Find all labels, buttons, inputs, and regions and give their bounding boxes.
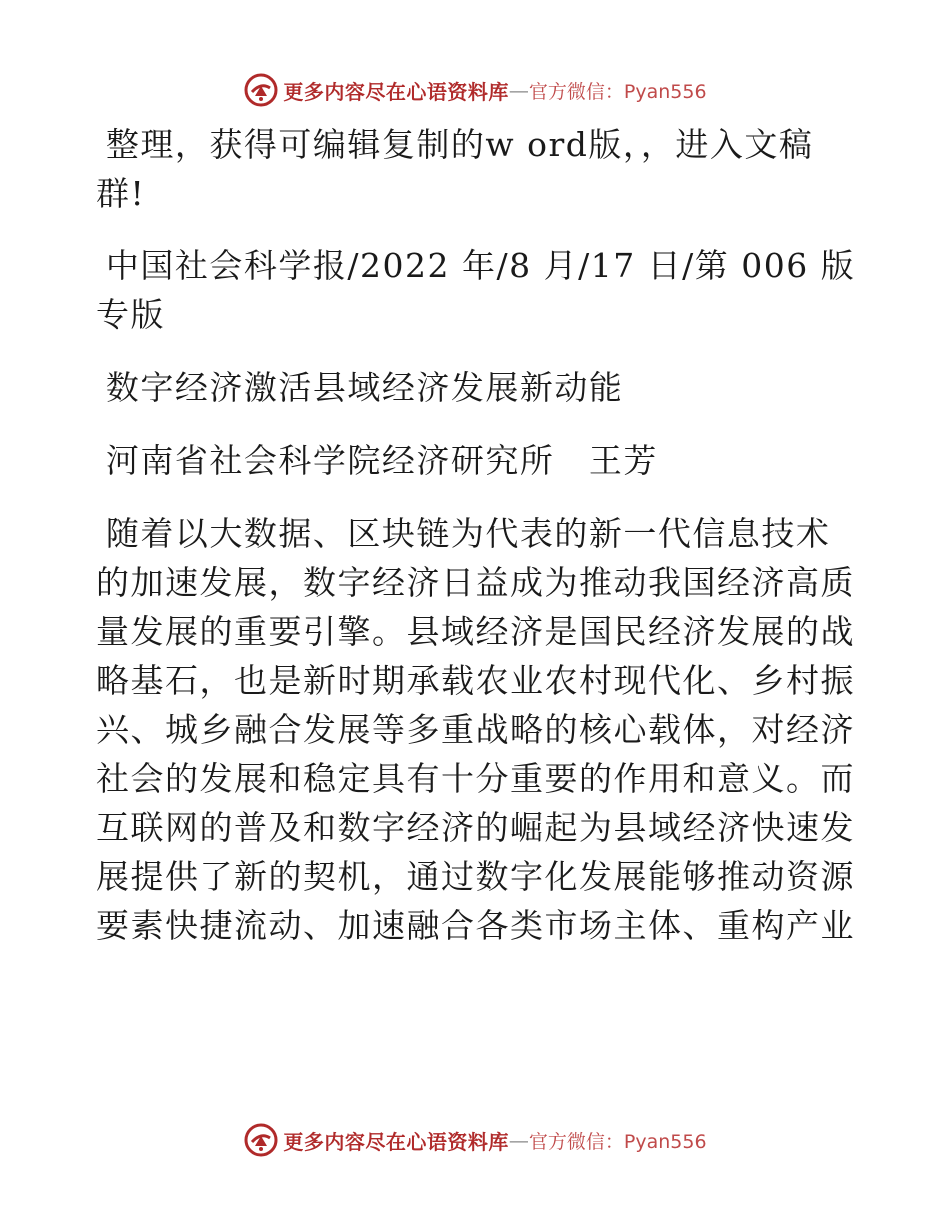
- footer-separator: —: [508, 1128, 529, 1152]
- book-logo-icon: [243, 1122, 279, 1158]
- header-contact-text: 官方微信：Pyan556: [528, 80, 707, 103]
- footer-contact-text: 官方微信：Pyan556: [528, 1130, 707, 1153]
- intro-paragraph: 整理，获得可编辑复制的w ord版，，进入文稿群!: [96, 125, 814, 213]
- header-banner: [0, 70, 950, 110]
- footer-banner: [0, 1120, 950, 1160]
- header-separator: —: [508, 78, 529, 102]
- article-author: 河南省社会科学院经济研究所 王芳: [105, 441, 658, 480]
- book-logo-icon: [243, 72, 279, 108]
- document-body: [96, 120, 856, 950]
- article-title: 数字经济激活县域经济发展新动能: [105, 368, 624, 407]
- article-body-paragraph: 随着以大数据、区块链为代表的新一代信息技术的加速发展，数字经济日益成为推动我国经济高质量发展的重要引擎。县域经济是国民经济发展的战略基石，也是新时期承载农业农村现代化、乡村振兴、城乡融合发展等多重战略的核心载体，对经济社会的发展和稳定具有十分重要的作用和意义。而互联网的普及和数字经济的崛起为县域经济快速发展提供了新的契机，通过数字化发展能够推动资源要素快捷流动、加速融合各类市场主体、重构产业: [96, 514, 855, 945]
- footer-brand-text: 更多内容尽在心语资料库: [283, 1129, 509, 1154]
- header-brand-text: 更多内容尽在心语资料库: [283, 79, 509, 104]
- source-line: 中国社会科学报/2022 年/8 月/17 日/第 006 版专版: [96, 246, 856, 334]
